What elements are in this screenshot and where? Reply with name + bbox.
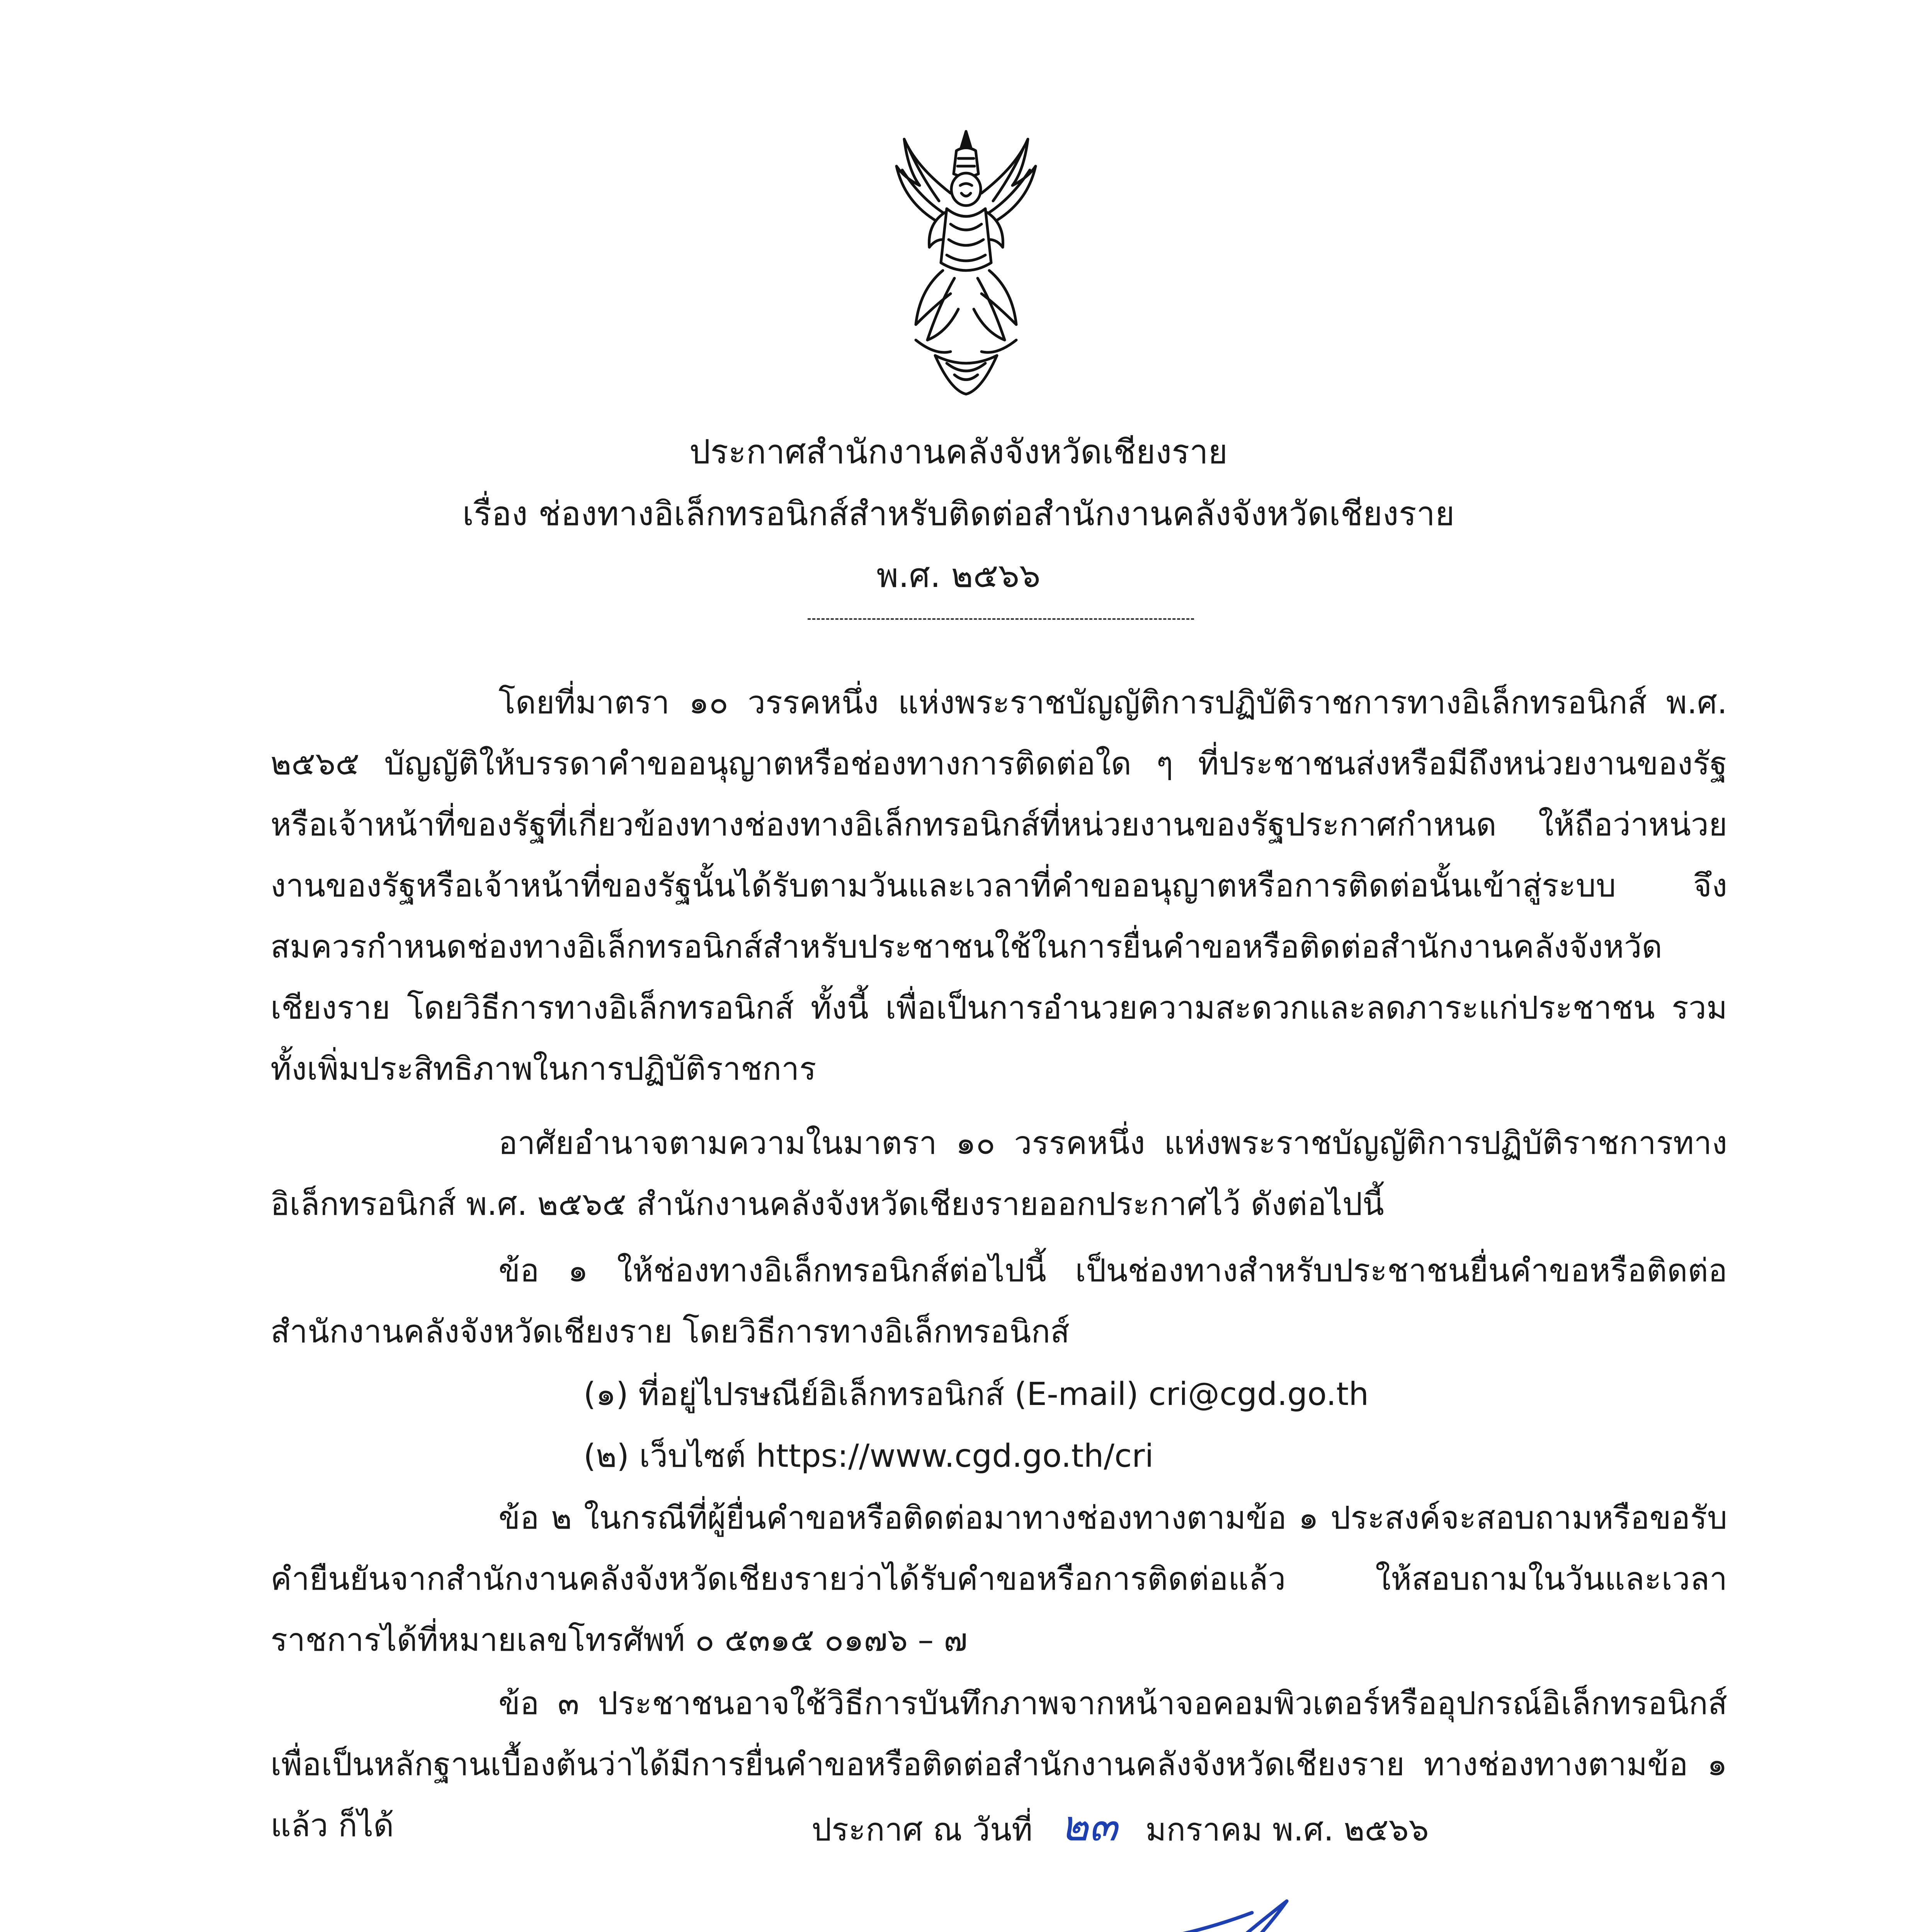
- garuda-emblem-icon: [893, 124, 1039, 402]
- date-prefix: ประกาศ ณ วันที่: [811, 1811, 1033, 1848]
- handwritten-signature: [1059, 1886, 1298, 1932]
- channel-website-item: (๒) เว็บไซต์ https://www.cgd.go.th/cri: [583, 1438, 1154, 1475]
- date-day-handwritten: ๒๓: [1060, 1801, 1118, 1850]
- announcement-issuer: ประกาศสำนักงานคลังจังหวัดเชียงราย: [689, 433, 1228, 471]
- preamble-paragraph: โดยที่มาตรา ๑๐ วรรคหนึ่ง แห่งพระราชบัญญัติการปฏิบัติราชการทางอิเล็กทรอนิกส์ พ.ศ. ๒๕๖๕ บัญญัติให้บรรดาคำขออนุญาตหรือช่องทางการติดต่อใด ๆ ที่ประชาชนส่งหรือมีถึงหน่วยงานของรัฐหรือเจ้าหน้าที่ของรัฐที่เกี่ยวข้องทางช่องทางอิเล็กทรอนิกส์ที่หน่วยงานของรัฐประกาศกำหนด ให้ถือว่าหน่วยงานของรัฐหรือเจ้าหน้าที่ของรัฐนั้นได้รับตามวันและเวลาที่คำขออนุญาตหรือการติดต่อนั้นเข้าสู่ระบบ จึงสมควรกำหนดช่องทางอิเล็กทรอนิกส์สำหรับประชาชนใช้ในการยื่นคำขอหรือติดต่อสำนักงานคลังจังหวัดเชียงราย โดยวิธีการทางอิเล็กทรอนิกส์ ทั้งนี้ เพื่อเป็นการอำนวยความสะดวกและลดภาระแก่ประชาชน รวมทั้งเพิ่มประสิทธิภาพในการปฏิบัติราชการ: [270, 684, 1727, 1087]
- clause-2-paragraph: ข้อ ๒ ในกรณีที่ผู้ยื่นคำขอหรือติดต่อมาทางช่องทางตามข้อ ๑ ประสงค์จะสอบถามหรือขอรับคำยืนยันจากสำนักงานคลังจังหวัดเชียงรายว่าได้รับคำขอหรือการติดต่อแล้ว ให้สอบถามในวันและเวลาราชการได้ที่หมายเลขโทรศัพท์ ๐ ๕๓๑๕ ๐๑๗๖ – ๗: [270, 1500, 1727, 1658]
- channel-email-item: (๑) ที่อยู่ไปรษณีย์อิเล็กทรอนิกส์ (E-mail) cri@cgd.go.th: [583, 1376, 1369, 1413]
- date-suffix: มกราคม พ.ศ. ๒๕๖๖: [1145, 1811, 1429, 1848]
- header-divider: [808, 618, 1194, 620]
- announcement-date: [811, 1801, 1429, 1855]
- clause-1-paragraph: ข้อ ๑ ให้ช่องทางอิเล็กทรอนิกส์ต่อไปนี้ เป็นช่องทางสำหรับประชาชนยื่นคำขอหรือติดต่อสำนักงานคลังจังหวัดเชียงราย โดยวิธีการทางอิเล็กทรอนิกส์: [270, 1252, 1727, 1350]
- announcement-subject: เรื่อง ช่องทางอิเล็กทรอนิกส์สำหรับติดต่อสำนักงานคลังจังหวัดเชียงราย: [462, 495, 1455, 533]
- authority-paragraph: อาศัยอำนาจตามความในมาตรา ๑๐ วรรคหนึ่ง แห่งพระราชบัญญัติการปฏิบัติราชการทางอิเล็กทรอนิกส์ พ.ศ. ๒๕๖๕ สำนักงานคลังจังหวัดเชียงรายออกประกาศไว้ ดังต่อไปนี้: [270, 1125, 1727, 1223]
- announcement-year: พ.ศ. ๒๕๖๖: [876, 556, 1041, 595]
- clause-3-paragraph: ข้อ ๓ ประชาชนอาจใช้วิธีการบันทึกภาพจากหน้าจอคอมพิวเตอร์หรืออุปกรณ์อิเล็กทรอนิกส์เพื่อเป็นหลักฐานเบื้องต้นว่าได้มีการยื่นคำขอหรือติดต่อสำนักงานคลังจังหวัดเชียงราย ทางช่องทางตามข้อ ๑ แล้ว ก็ได้: [270, 1685, 1727, 1844]
